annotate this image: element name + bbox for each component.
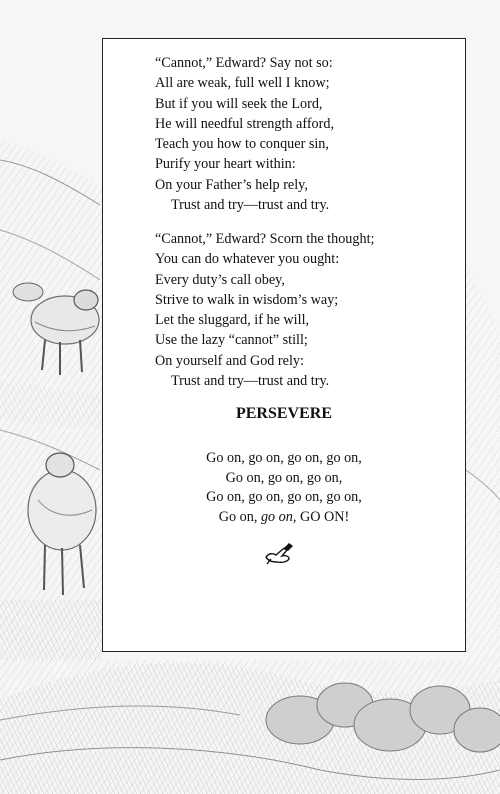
poem-line: Teach you how to conquer sin, bbox=[155, 136, 329, 153]
poem-line: All are weak, full well I know; bbox=[155, 75, 330, 92]
poem-line: Purify your heart within: bbox=[155, 156, 296, 173]
hand-flower-ornament-icon bbox=[263, 541, 297, 567]
poem-line: On your Father’s help rely, bbox=[155, 176, 308, 193]
poem-line: Strive to walk in wisdom’s way; bbox=[155, 291, 339, 308]
chant-emphasis: go on, bbox=[260, 508, 297, 525]
chant-line: Go on, go on, go on, go on, bbox=[206, 450, 362, 466]
poem-line: You can do whatever you ought: bbox=[155, 251, 340, 268]
chant-text: GO ON! bbox=[296, 508, 350, 525]
poem-line: Use the lazy “cannot” still; bbox=[155, 332, 308, 349]
poem-line: “Cannot,” Edward? Say not so: bbox=[155, 55, 333, 71]
poem-line: “Cannot,” Edward? Scorn the thought; bbox=[155, 231, 375, 247]
poem-stanza-2 bbox=[155, 229, 374, 391]
chant-line: Go on, go on, go on, go on, bbox=[206, 489, 362, 505]
chant-line-final bbox=[103, 508, 465, 528]
persevere-chant bbox=[103, 449, 465, 527]
poem-line: Let the sluggard, if he will, bbox=[155, 312, 310, 329]
poem-line: But if you will seek the Lord, bbox=[155, 95, 323, 112]
poem-stanza-1 bbox=[155, 53, 334, 215]
poem-line: On yourself and God rely: bbox=[155, 352, 304, 369]
poem-refrain: Trust and try—trust and try. bbox=[171, 373, 330, 390]
poem-line: Every duty’s call obey, bbox=[155, 271, 285, 288]
chant-text: Go on, bbox=[218, 508, 261, 525]
persevere-title: PERSEVERE bbox=[235, 405, 333, 422]
poem-line: He will needful strength afford, bbox=[155, 115, 334, 132]
poem-refrain: Trust and try—trust and try. bbox=[171, 197, 330, 214]
chant-line: Go on, go on, go on, bbox=[225, 469, 343, 486]
text-panel bbox=[102, 38, 466, 652]
